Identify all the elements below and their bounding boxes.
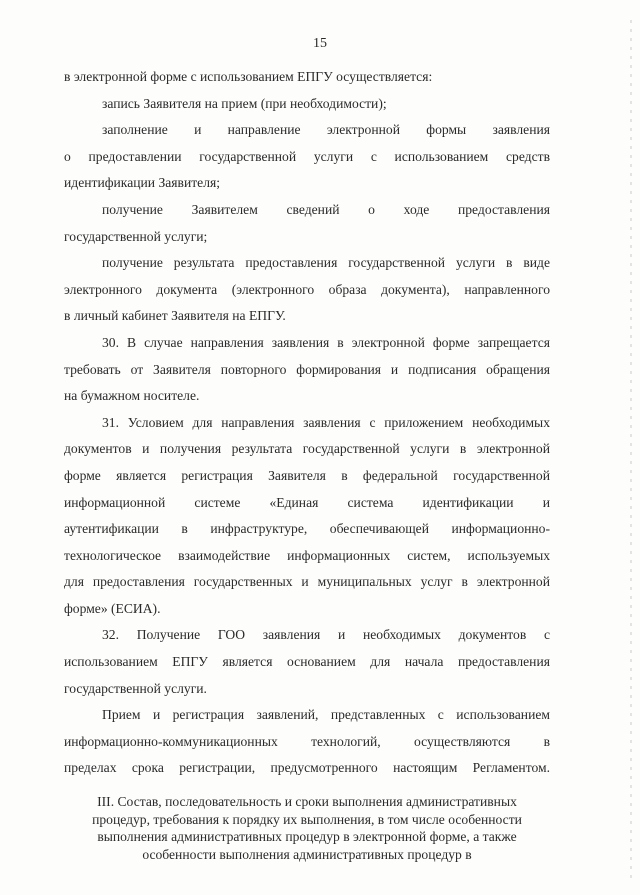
text-line: пределах срока регистрации, предусмотренного настоящим Регламентом. [64, 760, 550, 776]
body-text [64, 64, 550, 782]
text-line: государственной услуги. [64, 680, 207, 696]
heading-line: процедур, требования к порядку их выполнения, в том числе особенности [92, 811, 522, 827]
text-line: в электронной форме с использованием ЕПГУ осуществляется: [64, 69, 433, 84]
section-heading [64, 793, 550, 863]
heading-line: особенности выполнения административных процедур в [142, 846, 472, 862]
text-line: аутентификации в инфраструктуре, обеспечивающей информационно- [64, 521, 550, 537]
text-line: форме» (ЕСИА). [64, 600, 161, 616]
text-line: Прием и регистрация заявлений, представленных с использованием [102, 707, 550, 723]
text-line: 30. В случае направления заявления в электронной форме запрещается [102, 334, 550, 350]
scan-edge-marks [630, 20, 632, 880]
heading-line: III. Состав, последовательность и сроки выполнения административных [97, 794, 517, 809]
text-line: информационной системе «Единая система идентификации и [64, 494, 550, 510]
text-line: технологическое взаимодействие информационных систем, используемых [64, 547, 550, 563]
heading-line: выполнения административных процедур в электронной форме, а также [97, 829, 517, 844]
text-line: получение Заявителем сведений о ходе предоставления [102, 201, 550, 217]
text-line: запись Заявителя на прием (при необходимости); [102, 95, 387, 111]
text-line: 31. Условием для направления заявления с приложением необходимых [102, 414, 550, 430]
text-line: идентификации Заявителя; [64, 175, 221, 191]
text-line: для предоставления государственных и муниципальных услуг в электронной [64, 574, 550, 590]
text-line: использованием ЕПГУ является основанием для начала предоставления [64, 654, 550, 670]
text-line: в личный кабинет Заявителя на ЕПГУ. [64, 308, 286, 324]
text-line: документов и получения результата государственной услуги в электронной [64, 441, 550, 457]
page-number: 15 [313, 36, 327, 51]
text-line: форме является регистрация Заявителя в федеральной государственной [64, 467, 550, 483]
text-line: требовать от Заявителя повторного формирования и подписания обращения [64, 361, 550, 377]
text-line: электронного документа (электронного образа документа), направленного [64, 281, 550, 297]
text-line: получение результата предоставления государственной услуги в виде [102, 255, 550, 271]
text-line: о предоставлении государственной услуги с использованием средств [64, 148, 550, 164]
text-line: государственной услуги; [64, 228, 208, 244]
text-line: на бумажном носителе. [64, 388, 200, 404]
text-line: заполнение и направление электронной формы заявления [102, 122, 550, 138]
text-line: 32. Получение ГОО заявления и необходимых документов с [102, 627, 550, 643]
text-line: информационно-коммуникационных технологий, осуществляются в [64, 733, 550, 749]
